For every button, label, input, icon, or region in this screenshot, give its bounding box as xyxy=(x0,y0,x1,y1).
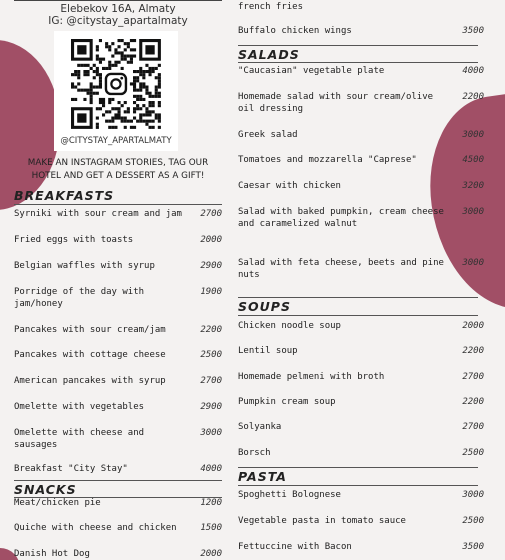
address: Elebekov 16A, Almaty xyxy=(60,3,176,15)
decor-blob-right xyxy=(418,86,505,320)
menu-item: Greek salad 3000 xyxy=(238,130,484,140)
divider-breakfasts xyxy=(14,204,222,205)
menu-item: Omelette with cheese and sausages 3000 xyxy=(14,428,222,450)
menu-item: Fried eggs with toasts 2000 xyxy=(14,235,222,245)
divider-soups-top xyxy=(238,297,478,298)
menu-item: Vegetable pasta in tomato sauce 2500 xyxy=(238,516,484,526)
menu-item: Quiche with cheese and chicken 1500 xyxy=(14,523,222,533)
section-title-breakfasts: BREAKFASTS xyxy=(14,188,115,203)
divider-salads-top xyxy=(238,45,478,46)
qr-caption: @CITYSTAY_APARTALMATY xyxy=(60,136,172,146)
menu-item: Belgian waffles with syrup 2900 xyxy=(14,261,222,271)
menu-item: Borsch 2500 xyxy=(238,448,484,458)
qr-code-icon xyxy=(70,35,162,133)
menu-item: Caesar with chicken 3200 xyxy=(238,181,484,191)
menu-item: Tomatoes and mozzarella "Caprese" 4500 xyxy=(238,155,484,165)
menu-item: "Caucasian" vegetable plate 4000 xyxy=(238,66,484,76)
section-title-snacks: SNACKS xyxy=(14,482,77,497)
menu-item: Fettuccine with Bacon 3500 xyxy=(238,542,484,552)
divider-snacks-top xyxy=(14,480,222,481)
menu-item: Omelette with vegetables 2900 xyxy=(14,402,222,412)
menu-item: Pancakes with cottage cheese 2500 xyxy=(14,350,222,360)
menu-item: french fries xyxy=(238,2,304,12)
menu-item: Syrniki with sour cream and jam 2700 xyxy=(14,209,222,219)
decor-blob-left xyxy=(0,40,60,210)
menu-item: Meat/chicken pie 1200 xyxy=(14,498,222,508)
divider-pasta xyxy=(238,485,478,486)
menu-item: Lentil soup 2200 xyxy=(238,346,484,356)
divider-top xyxy=(14,0,222,1)
divider-salads xyxy=(238,62,478,63)
menu-item: American pancakes with syrup 2700 xyxy=(14,376,222,386)
menu-item: Buffalo chicken wings 3500 xyxy=(238,26,484,36)
menu-item: Chicken noodle soup 2000 xyxy=(238,321,484,331)
qr-code-card[interactable] xyxy=(54,31,178,151)
section-title-pasta: PASTA xyxy=(238,469,287,484)
menu-item: Danish Hot Dog 2000 xyxy=(14,549,222,559)
section-title-salads: SALADS xyxy=(238,47,300,62)
menu-item: Solyanka 2700 xyxy=(238,422,484,432)
menu-item: Breakfast "City Stay" 4000 xyxy=(14,464,222,474)
divider-pasta-top xyxy=(238,467,478,468)
menu-item: Pumpkin cream soup 2200 xyxy=(238,397,484,407)
menu-item: Homemade salad with sour cream/olive oil dressing 2200 xyxy=(238,92,484,114)
menu-item: Spoghetti Bolognese 3000 xyxy=(238,490,484,500)
menu-item: Pancakes with sour cream/jam 2200 xyxy=(14,325,222,335)
promo-text: MAKE AN INSTAGRAM STORIES, TAG OUR HOTEL AND GET A DESSERT AS A GIFT! xyxy=(27,158,209,181)
menu-item: Porridge of the day with jam/honey 1900 xyxy=(14,287,222,309)
menu-item: Homemade pelmeni with broth 2700 xyxy=(238,372,484,382)
menu-item: Salad with feta cheese, beets and pine nuts 3000 xyxy=(238,258,484,280)
instagram-handle: IG: @citystay_apartalmaty xyxy=(48,15,188,27)
section-title-soups: SOUPS xyxy=(238,299,291,314)
instagram-icon xyxy=(103,71,129,97)
menu-item: Salad with baked pumpkin, cream cheese and caramelized walnut 3000 xyxy=(238,207,484,229)
divider-soups xyxy=(238,315,478,316)
